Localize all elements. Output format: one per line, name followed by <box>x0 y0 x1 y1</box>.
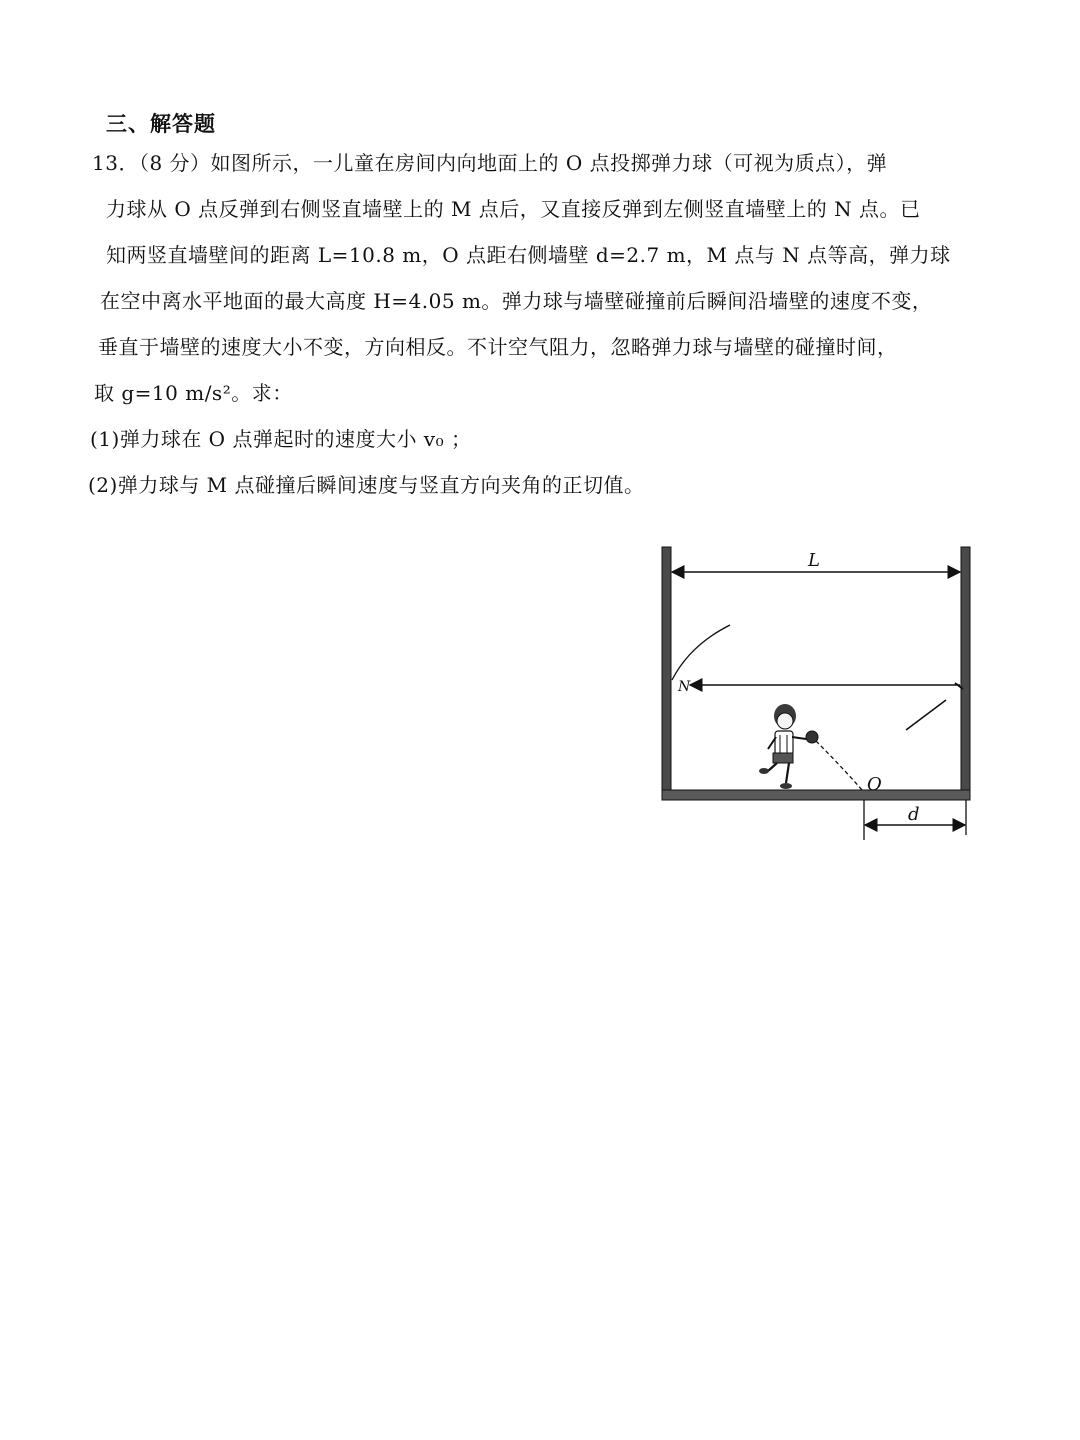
section-title: 三、解答题 <box>106 112 216 136</box>
question-2: (2)弹力球与 M 点碰撞后瞬间速度与竖直方向夹角的正切值。 <box>88 473 645 497</box>
floor <box>662 790 970 800</box>
left-wall <box>662 547 671 799</box>
right-wall <box>961 547 970 799</box>
problem-line-6: 取 g=10 m/s²。求： <box>94 381 293 405</box>
label-d: d <box>908 804 920 825</box>
ball <box>806 731 818 743</box>
room-diagram <box>650 535 990 855</box>
label-L: L <box>808 550 820 571</box>
problem-line-1: 13．（8 分）如图所示，一儿童在房间内向地面上的 O 点投掷弹力球（可视为质点），弹 <box>92 151 888 175</box>
label-N: N <box>678 679 691 695</box>
problem-line-3: 知两竖直墙壁间的距离 L=10.8 m，O 点距右侧墙壁 d=2.7 m，M 点与 N 点等高，弹力球 <box>106 243 951 267</box>
trajectory-to-m <box>906 700 946 730</box>
question-1: (1)弹力球在 O 点弹起时的速度大小 v₀ ； <box>90 427 472 451</box>
trajectory-n-arc <box>672 625 730 680</box>
problem-line-4: 在空中离水平地面的最大高度 H=4.05 m。弹力球与墙壁碰撞前后瞬间沿墙壁的速度不变， <box>100 289 933 313</box>
throw-path <box>816 741 863 791</box>
child-figure <box>759 704 806 789</box>
problem-line-2: 力球从 O 点反弹到右侧竖直墙壁上的 M 点后，又直接反弹到左侧竖直墙壁上的 N 点。已 <box>106 197 921 221</box>
label-O: O <box>867 774 882 795</box>
problem-line-5: 垂直于墙壁的速度大小不变，方向相反。不计空气阻力，忽略弹力球与墙壁的碰撞时间， <box>98 335 898 359</box>
